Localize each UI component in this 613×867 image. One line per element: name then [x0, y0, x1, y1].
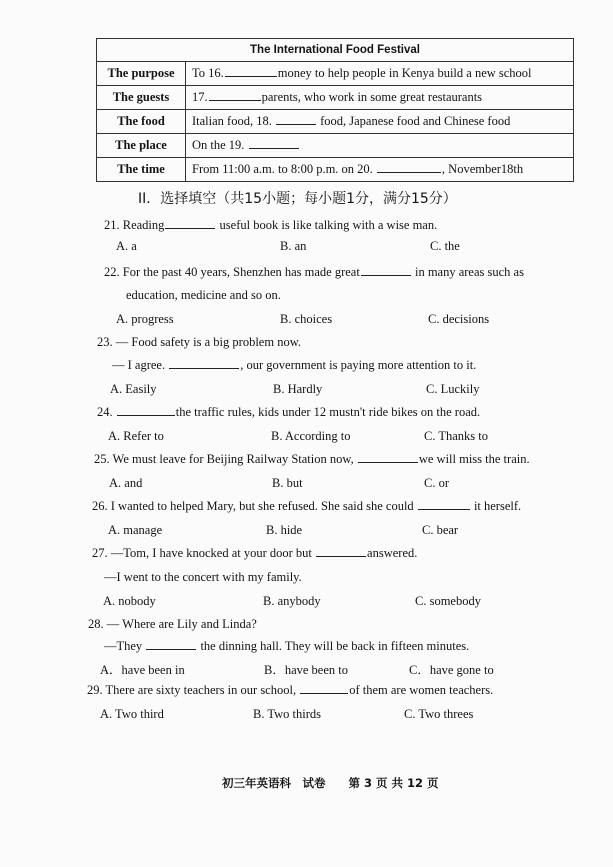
answer-blank[interactable]	[358, 461, 418, 463]
option-c[interactable]: C. Thanks to	[424, 429, 489, 443]
question-stem: 23. — Food safety is a big problem now.	[97, 335, 302, 349]
answer-blank[interactable]	[276, 123, 316, 125]
section-heading: II．选择填空（共15小题；每小题1分，满分15分）	[138, 191, 457, 207]
answer-blank[interactable]	[225, 75, 277, 77]
option-b[interactable]: B. choices	[280, 312, 333, 326]
option-c[interactable]: C. bear	[422, 523, 459, 537]
question-stem-cont	[112, 358, 476, 373]
row-label: The purpose	[97, 62, 186, 86]
option-a[interactable]: A. Two third	[100, 707, 164, 721]
question-stem	[87, 683, 493, 698]
row-label: The time	[97, 158, 186, 182]
option-c[interactable]: C．have gone to	[409, 663, 494, 677]
option-c[interactable]: C. Two threes	[404, 707, 474, 721]
question-stem	[104, 218, 437, 233]
option-a[interactable]: A. manage	[108, 523, 163, 537]
option-c[interactable]: C. somebody	[415, 594, 481, 608]
question-stem-cont: —I went to the concert with my family.	[104, 570, 302, 584]
question-stem	[92, 546, 417, 561]
stem-text: 27. —Tom, I have knocked at your door but	[92, 546, 312, 560]
stem-text: 29. There are sixty teachers in our school,	[87, 683, 297, 697]
table-row	[97, 86, 574, 110]
answer-blank[interactable]	[209, 99, 261, 101]
row-label: The guests	[97, 86, 186, 110]
row-content	[186, 86, 574, 110]
question-stem-cont	[104, 639, 469, 654]
question-stem	[92, 499, 521, 514]
stem-text: in many areas such as	[414, 265, 524, 279]
row-label: The food	[97, 110, 186, 134]
row-text: From 11:00 a.m. to 8:00 p.m. on 20.	[192, 162, 373, 176]
answer-blank[interactable]	[377, 171, 441, 173]
answer-blank[interactable]	[165, 227, 215, 229]
row-text: 17.	[192, 90, 208, 104]
option-c[interactable]: C. the	[430, 239, 460, 253]
row-content	[186, 158, 574, 182]
stem-text: 25. We must leave for Beijing Railway Station now,	[94, 452, 354, 466]
question-stem: 28. — Where are Lily and Linda?	[88, 617, 257, 631]
option-a[interactable]: A．have been in	[100, 663, 185, 677]
stem-text: useful book is like talking with a wise man.	[219, 218, 438, 232]
question-stem	[94, 452, 530, 467]
option-a[interactable]: A. nobody	[103, 594, 156, 608]
option-b[interactable]: B. According to	[271, 429, 351, 443]
row-text: , November18th	[441, 162, 524, 176]
row-text: To 16.	[192, 66, 224, 80]
option-b[interactable]: B. an	[280, 239, 307, 253]
stem-text: it herself.	[473, 499, 522, 513]
option-b[interactable]: B. but	[272, 476, 303, 490]
table-title: The International Food Festival	[97, 39, 574, 62]
answer-blank[interactable]	[418, 508, 470, 510]
option-b[interactable]: B. hide	[266, 523, 303, 537]
table-row	[97, 62, 574, 86]
answer-blank[interactable]	[300, 692, 348, 694]
stem-text: we will miss the train.	[418, 452, 530, 466]
option-b[interactable]: B. Two thirds	[253, 707, 321, 721]
option-c[interactable]: C. Luckily	[426, 382, 480, 396]
option-c[interactable]: C. or	[424, 476, 449, 490]
option-a[interactable]: A. a	[116, 239, 137, 253]
table-row	[97, 134, 574, 158]
row-text: food, Japanese food and Chinese food	[320, 114, 511, 128]
option-b[interactable]: B. Hardly	[273, 382, 323, 396]
stem-text: — I agree.	[112, 358, 166, 372]
stem-text: the dinning hall. They will be back in fifteen minutes.	[200, 639, 470, 653]
table-row	[97, 110, 574, 134]
option-a[interactable]: A. progress	[116, 312, 174, 326]
question-stem	[104, 265, 524, 280]
answer-blank[interactable]	[117, 414, 175, 416]
stem-text: 24.	[97, 405, 113, 419]
question-stem-cont: education, medicine and so on.	[126, 288, 281, 302]
page-footer: 初三年英语科 试卷 第 3 页 共 12 页	[222, 776, 439, 790]
row-content	[186, 134, 574, 158]
row-content	[186, 110, 574, 134]
answer-blank[interactable]	[249, 147, 299, 149]
row-label: The place	[97, 134, 186, 158]
stem-text: of them are women teachers.	[349, 683, 494, 697]
row-text: money to help people in Kenya build a new school	[277, 66, 532, 80]
stem-text: —They	[104, 639, 143, 653]
row-text: Italian food, 18.	[192, 114, 272, 128]
stem-text: 22. For the past 40 years, Shenzhen has made great	[104, 265, 360, 279]
stem-text: 21. Reading	[104, 218, 165, 232]
option-b[interactable]: B. anybody	[263, 594, 321, 608]
option-a[interactable]: A. Easily	[110, 382, 157, 396]
answer-blank[interactable]	[169, 367, 239, 369]
option-b[interactable]: B．have been to	[264, 663, 349, 677]
question-stem	[97, 405, 480, 420]
option-c[interactable]: C. decisions	[428, 312, 490, 326]
stem-text: 26. I wanted to helped Mary, but she refused. She said she could	[92, 499, 414, 513]
answer-blank[interactable]	[361, 274, 411, 276]
row-text: On the 19.	[192, 138, 245, 152]
info-table	[96, 38, 574, 182]
row-content	[186, 62, 574, 86]
table-row	[97, 158, 574, 182]
option-a[interactable]: A. Refer to	[108, 429, 164, 443]
row-text: parents, who work in some great restaurants	[261, 90, 483, 104]
stem-text: answered.	[367, 546, 418, 560]
option-a[interactable]: A. and	[109, 476, 143, 490]
stem-text: , our government is paying more attention to it.	[240, 358, 477, 372]
answer-blank[interactable]	[316, 555, 366, 557]
answer-blank[interactable]	[146, 648, 196, 650]
stem-text: the traffic rules, kids under 12 mustn't ride bikes on the road.	[175, 405, 481, 419]
